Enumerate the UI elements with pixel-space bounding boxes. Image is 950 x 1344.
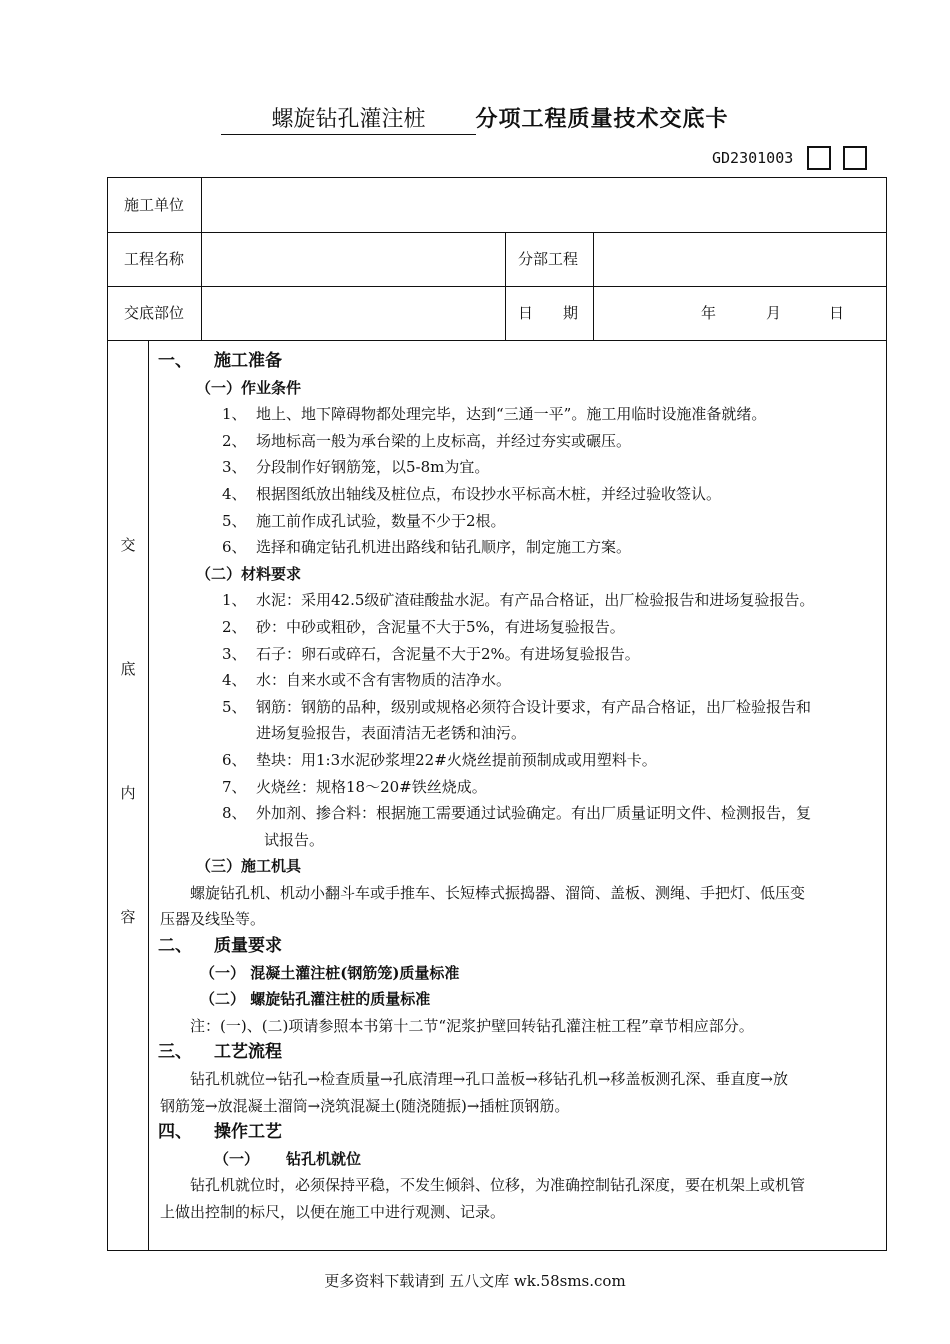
project-name-label: 工程名称 [124, 250, 185, 268]
date-year: 年 [701, 304, 717, 322]
list-item: 5、 钢筋：钢筋的品种，级别或规格必须符合设计要求，有产品合格证，出厂检验报告和 [222, 697, 812, 716]
location-label: 交底部位 [124, 304, 185, 322]
row-divider-3 [108, 340, 886, 341]
section-2-sub-2: （二） 螺旋钻孔灌注桩的质量标准 [200, 990, 431, 1009]
checkbox-1[interactable] [807, 146, 831, 170]
section-1-sub-3: （三）施工机具 [196, 857, 302, 876]
list-item: 1、 水泥：采用42.5级矿渣硅酸盐水泥。有产品合格证，出厂检验报告和进场复验报告。 [222, 591, 815, 610]
side-char-4: 容 [120, 908, 136, 926]
section-3-heading: 三、 工艺流程 [158, 1042, 282, 1063]
section-4-sub-1: （一） 钻孔机就位 [214, 1149, 362, 1168]
section-2-heading: 二、 质量要求 [158, 936, 282, 957]
col-divider-mid [505, 232, 506, 340]
list-item: 2、 场地标高一般为承台梁的上皮标高，并经过夯实或碾压。 [222, 431, 632, 450]
list-item: 2、 砂：中砂或粗砂，含泥量不大于5%，有进场复验报告。 [222, 617, 625, 636]
tools-paragraph-continuation: 压器及线坠等。 [160, 910, 266, 929]
list-item: 8、 外加剂、掺合料：根据施工需要通过试验确定。有出厂质量证明文件、检测报告，复 [222, 804, 812, 823]
list-item-continuation: 进场复验报告，表面清洁无老锈和油污。 [256, 724, 527, 743]
date-day: 日 [829, 304, 845, 322]
list-item-continuation: 试报告。 [264, 830, 325, 849]
operation-paragraph-continuation: 上做出控制的标尺，以便在施工中进行观测、记录。 [160, 1203, 506, 1221]
list-item: 1、 地上、地下障碍物都处理完毕，达到“三通一平”。施工用临时设施准备就绪。 [222, 405, 767, 424]
tools-paragraph: 螺旋钻孔机、机动小翻斗车或手推车、长短棒式振捣器、溜筒、盖板、测绳、手把灯、低压变 [190, 883, 806, 902]
process-flow: 钻孔机就位→钻孔→检查质量→孔底清理→孔口盖板→移钻孔机→移盖板测孔深、垂直度→放 [190, 1070, 788, 1089]
section-2-note: 注：(一)、(二)项请参照本书第十二节“泥浆护壁回转钻孔灌注桩工程”章节相应部分。 [190, 1016, 754, 1035]
footer-text: 更多资料下载请到 五八文库 wk.58sms.com [324, 1272, 626, 1290]
list-item: 6、 选择和确定钻孔机进出路线和钻孔顺序，制定施工方案。 [222, 538, 632, 557]
list-item: 3、 石子：卵石或碎石，含泥量不大于2%。有进场复验报告。 [222, 644, 640, 663]
col-divider-side [148, 340, 149, 1250]
date-month: 月 [766, 304, 782, 322]
list-item: 6、 垫块：用1:3水泥砂浆埋22#火烧丝提前预制成或用塑料卡。 [222, 750, 657, 769]
col-divider-label [201, 178, 202, 340]
row-divider-2 [108, 286, 886, 287]
project-name-underlined: 螺旋钻孔灌注桩 [221, 106, 475, 135]
document-code-row [712, 145, 879, 171]
date-label: 日 期 [518, 304, 579, 322]
disclosure-content [156, 348, 878, 1226]
document-title [0, 104, 950, 135]
construction-unit-label: 施工单位 [124, 196, 185, 214]
process-flow-continuation: 钢筋笼→放混凝土溜筒→浇筑混凝土(随浇随振)→插桩顶钢筋。 [160, 1096, 570, 1115]
col-divider-mid2 [593, 232, 594, 340]
list-item: 3、 分段制作好钢筋笼，以5-8m为宜。 [222, 458, 490, 477]
section-4-heading: 四、 操作工艺 [158, 1122, 282, 1143]
section-2-sub-1: （一） 混凝土灌注桩(钢筋笼)质量标准 [200, 963, 460, 982]
list-item: 7、 火烧丝：规格18～20#铁丝烧成。 [222, 777, 487, 796]
side-char-2: 底 [120, 660, 136, 678]
list-item: 5、 施工前作成孔试验，数量不少于2根。 [222, 511, 506, 530]
checkbox-2[interactable] [843, 146, 867, 170]
row-divider-1 [108, 232, 886, 233]
list-item: 4、 水：自来水或不含有害物质的洁净水。 [222, 671, 512, 690]
side-char-1: 交 [120, 536, 136, 554]
title-text: 分项工程质量技术交底卡 [475, 106, 729, 132]
operation-paragraph: 钻孔机就位时，必须保持平稳，不发生倾斜、位移，为准确控制钻孔深度，要在机架上或机管 [190, 1176, 806, 1195]
list-item: 4、 根据图纸放出轴线及桩位点，布设抄水平标高木桩，并经过验收签认。 [222, 484, 722, 503]
section-1-sub-2: （二）材料要求 [196, 564, 302, 583]
section-1-heading: 一、 施工准备 [158, 351, 282, 371]
section-1-sub-1: （一）作业条件 [196, 378, 302, 397]
side-char-3: 内 [120, 784, 136, 802]
main-table [107, 177, 887, 1251]
sub-project-label: 分部工程 [518, 250, 579, 268]
document-code: GD2301003 [712, 149, 794, 167]
